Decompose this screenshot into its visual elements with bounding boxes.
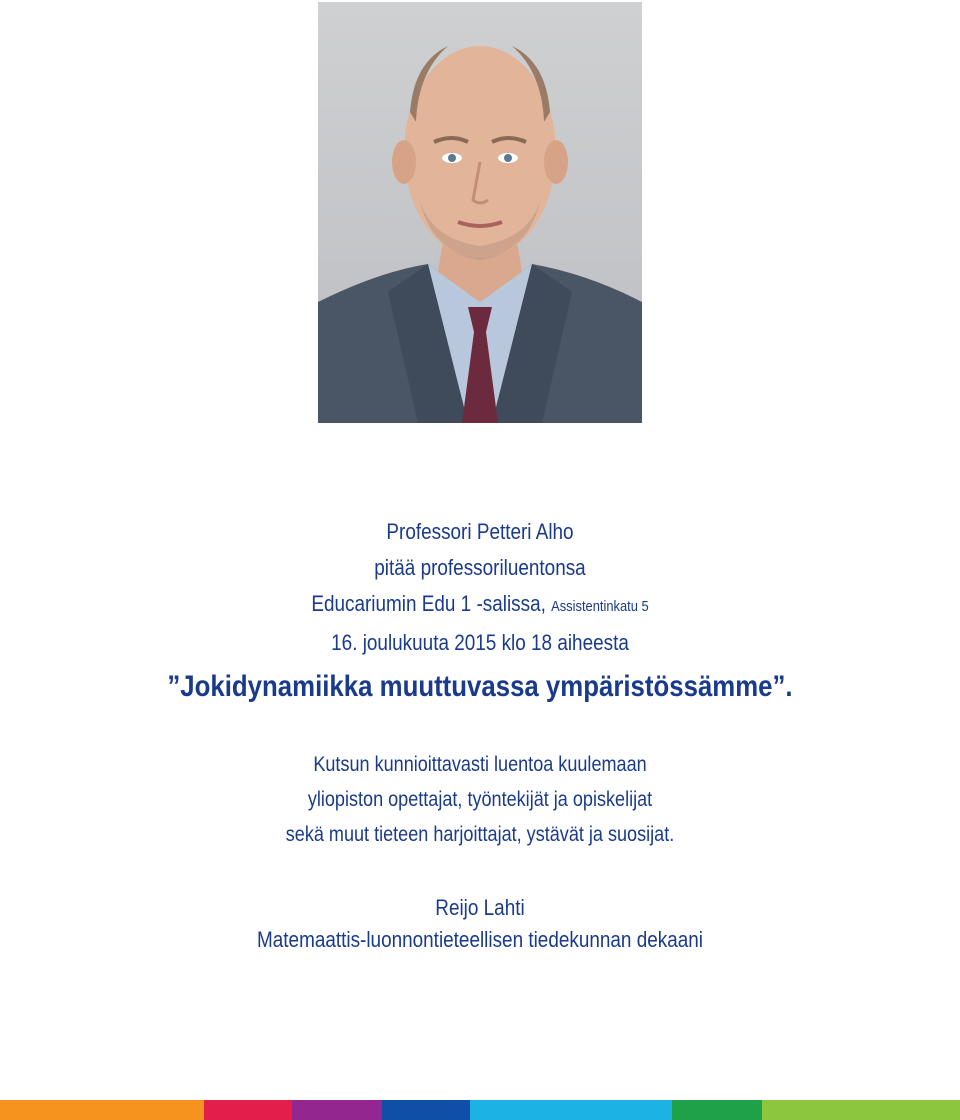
invite-line-2: yliopiston opettajat, työntekijät ja opiskelijat bbox=[307, 788, 653, 811]
lecture-title: ”Jokidynamiikka muuttuvassa ympäristössämme”. bbox=[167, 670, 793, 703]
signer-name: Reijo Lahti bbox=[435, 895, 525, 920]
date-line: 16. joulukuuta 2015 klo 18 aiheesta bbox=[331, 630, 629, 655]
color-segment bbox=[382, 1100, 470, 1120]
speaker-line: Professori Petteri Alho bbox=[386, 519, 574, 544]
invite-paragraph bbox=[67, 747, 893, 852]
portrait-photo bbox=[318, 2, 642, 423]
invite-line-1: Kutsun kunnioittavasti luentoa kuulemaan bbox=[313, 753, 647, 776]
lecture-line: pitää professoriluentonsa bbox=[374, 555, 586, 580]
color-segment bbox=[672, 1100, 762, 1120]
portrait-illustration bbox=[318, 2, 642, 423]
venue-address: Assistentinkatu 5 bbox=[551, 598, 649, 615]
signer-title: Matemaattis-luonnontieteellisen tiedekunnan dekaani bbox=[257, 927, 703, 952]
brand-color-bar bbox=[0, 1100, 960, 1120]
invite-line-3: sekä muut tieteen harjoittajat, ystävät ja suosijat. bbox=[285, 823, 675, 846]
signature-block bbox=[67, 892, 893, 956]
color-segment bbox=[204, 1100, 292, 1120]
color-segment bbox=[470, 1100, 672, 1120]
venue-main: Educariumin Edu 1 -salissa, bbox=[311, 591, 546, 616]
color-segment bbox=[0, 1100, 204, 1120]
invitation-text bbox=[67, 514, 893, 956]
color-segment bbox=[292, 1100, 382, 1120]
venue-line bbox=[67, 586, 893, 625]
color-segment bbox=[762, 1100, 960, 1120]
